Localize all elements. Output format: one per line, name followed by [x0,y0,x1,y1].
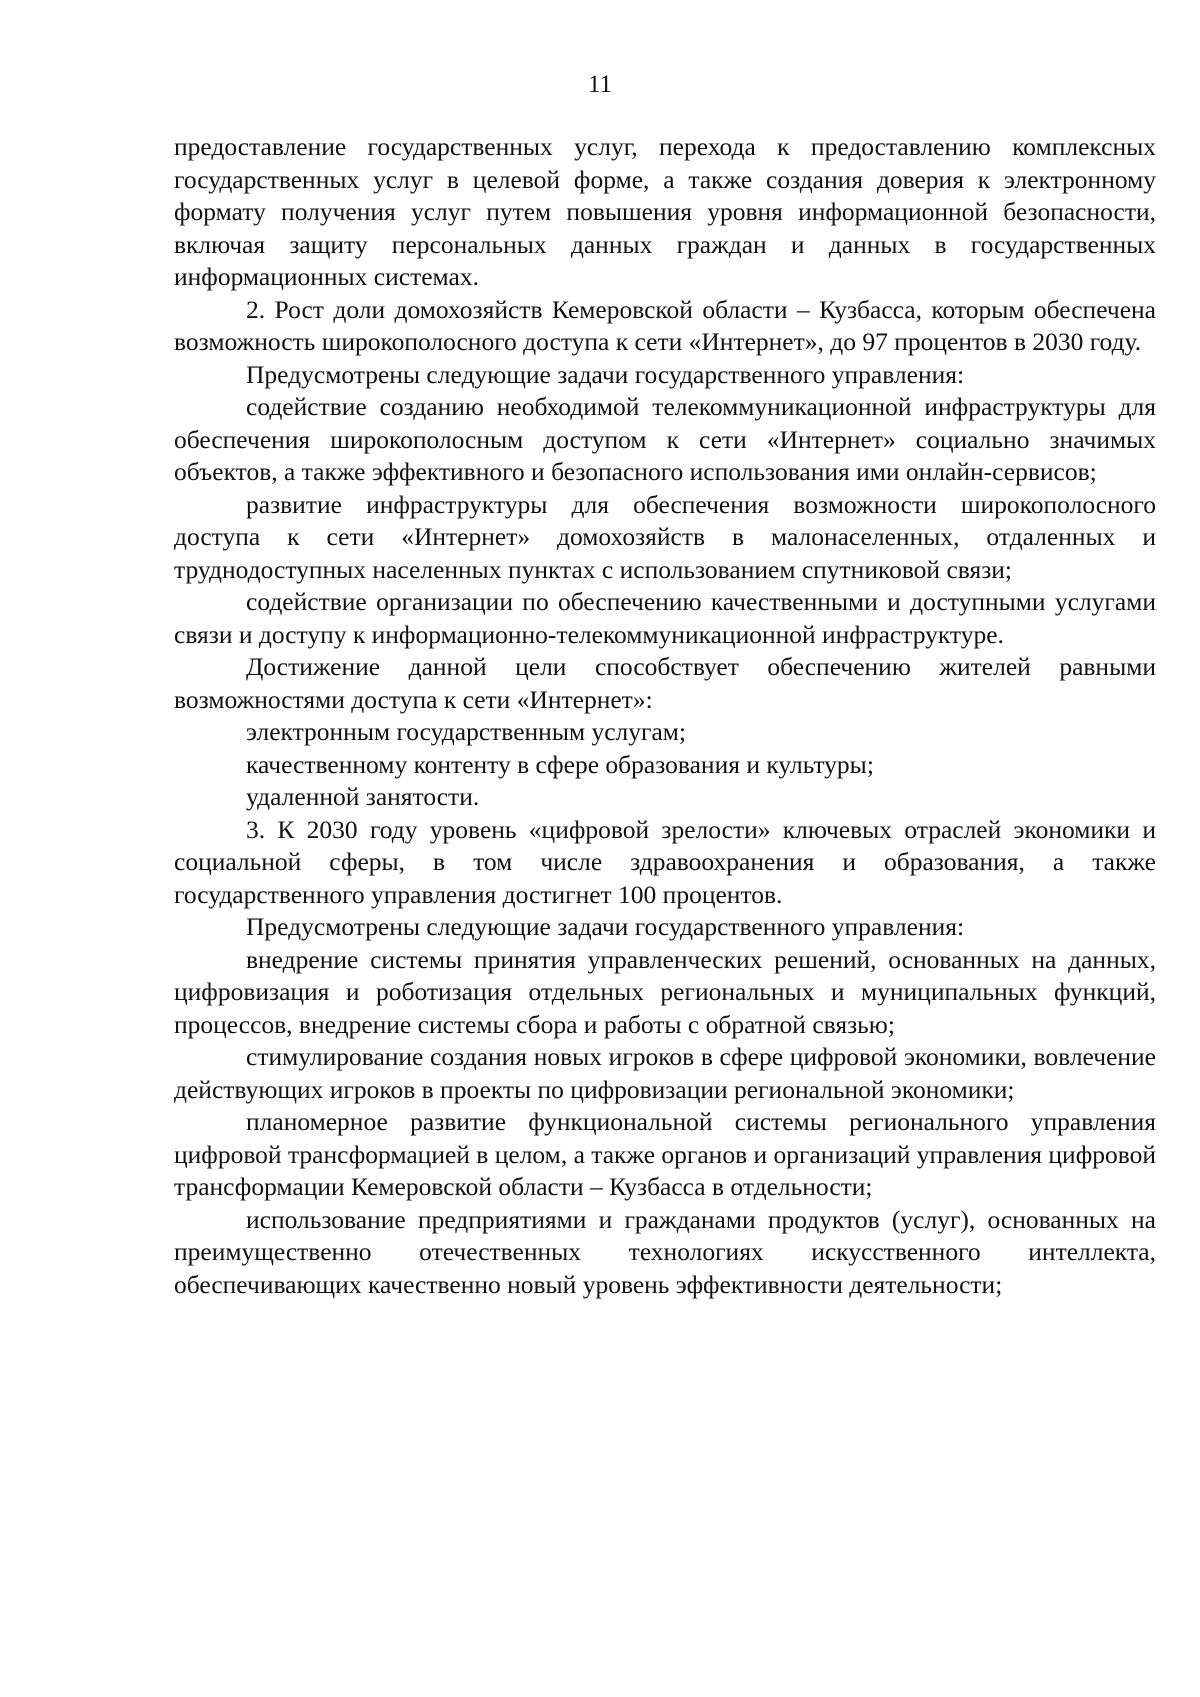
page-number: 11 [587,71,613,98]
paragraph-tasks-heading: Предусмотрены следующие задачи государственного управления: [246,912,965,941]
paragraph-task-item: внедрение системы принятия управленческих решений, основанных на данных, цифровизация и роботизация отдельных региональных и муниципальных функций, процессов, внедрение системы сбора и работы с обратной связью; [174,944,1156,1039]
paragraph-list-item: качественному контенту в сфере образования и культуры; [246,749,874,779]
paragraph-continued: предоставление государственных услуг, перехода к предоставлению комплексных государственных услуг в целевой форме, а также создания доверия к электронному формату получения услуг путем повышения уровня информационной безопасности, включая защиту персональных данных граждан и данных в государственных информационных системах. [174,132,1156,291]
paragraph-task-item: содействие созданию необходимой телекоммуникационной инфраструктуры для обеспечения широкополосным доступом к сети «Интернет» социально значимых объектов, а также эффективного и безопасного использования ими онлайн-сервисов; [174,392,1156,486]
paragraph-task-item: содействие организации по обеспечению качественными и доступными услугами связи и доступу к информационно-телекоммуникационной инфраструктуре. [174,587,1156,649]
paragraph-task-item: планомерное развитие функциональной системы регионального управления цифровой трансформацией в целом, а также органов и организаций управления цифровой трансформации Кемеровской области – Кузбасса в отдельности; [174,1107,1156,1201]
paragraph-achievement: Достижение данной цели способствует обеспечению жителей равными возможностями доступа к сети «Интернет»: [174,652,1156,714]
document-body [174,131,1156,1301]
paragraph-tasks-heading: Предусмотрены следующие задачи государственного управления: [246,359,965,389]
paragraph-task-item: использование предприятиями и гражданами продуктов (услуг), основанных на преимущественно отечественных технологиях искусственного интеллекта, обеспечивающих качественно новый уровень эффективности деятельности; [174,1204,1156,1299]
paragraph-list-item: электронным государственным услугам; [246,717,686,746]
paragraph-task-item: развитие инфраструктуры для обеспечения возможности широкополосного доступа к сети «Интернет» домохозяйств в малонаселенных, отдаленных и труднодоступных населенных пунктах с использованием спутниковой связи; [174,489,1156,584]
paragraph-task-item: стимулирование создания новых игроков в сфере цифровой экономики, вовлечение действующих игроков в проекты по цифровизации региональной экономики; [174,1042,1156,1104]
paragraph-goal-2: 2. Рост доли домохозяйств Кемеровской области – Кузбасса, которым обеспечена возможность широкополосного доступа к сети «Интернет», до 97 процентов в 2030 году. [174,294,1156,356]
paragraph-list-item: удаленной занятости. [246,782,480,811]
paragraph-goal-3: 3. К 2030 году уровень «цифровой зрелости» ключевых отраслей экономики и социальной сферы, в том числе здравоохранения и образования, а также государственного управления достигнет 100 процентов. [174,814,1156,909]
